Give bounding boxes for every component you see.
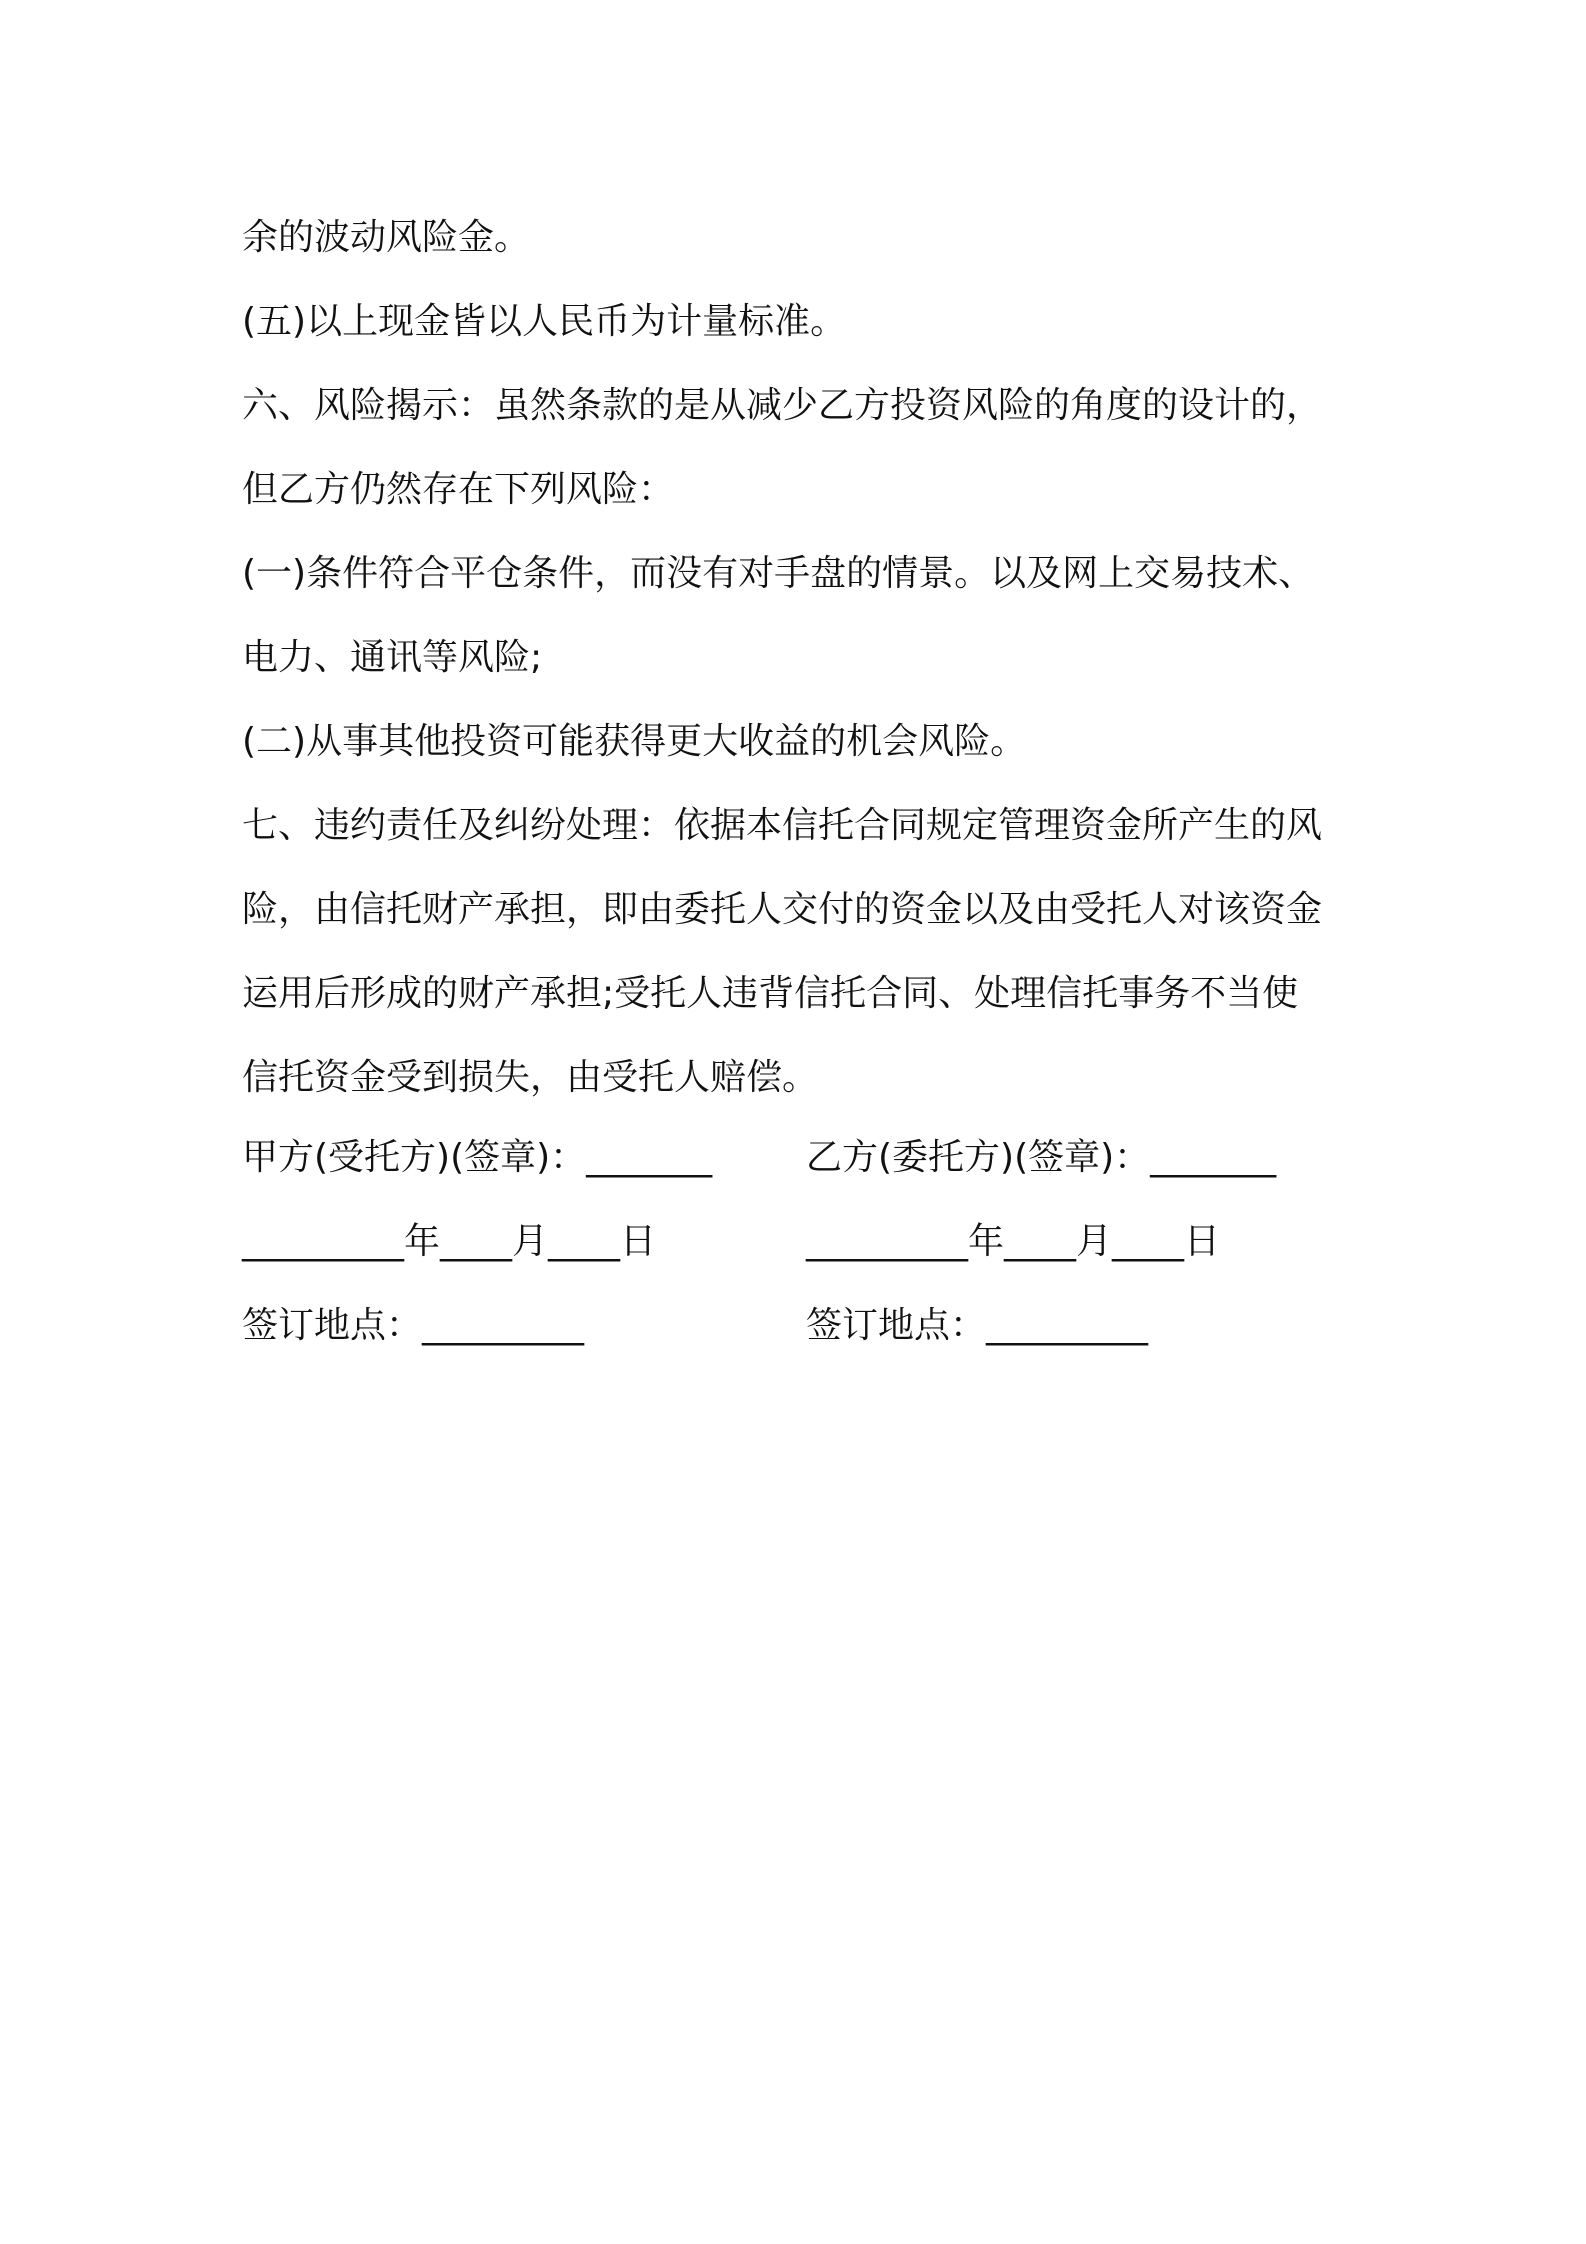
signature-row	[242, 1116, 1362, 1200]
signature-block	[242, 1116, 1362, 1368]
paragraph-line: (五)以上现金皆以人民币为计量标准。	[242, 301, 847, 342]
paragraph-line: 信托资金受到损失，由受托人赔偿。	[242, 1057, 819, 1098]
paragraph-line: 但乙方仍然存在下列风险：	[242, 469, 675, 510]
party-a-place-line: 签订地点：_________	[242, 1305, 585, 1346]
paragraph-line: 电力、通讯等风险;	[242, 637, 543, 678]
paragraph-line: (二)从事其他投资可能获得更大收益的机会风险。	[242, 721, 1027, 762]
paragraph-line: 险，由信托财产承担，即由委托人交付的资金以及由受托人对该资金	[242, 889, 1323, 930]
contract-body	[242, 196, 1362, 1120]
place-row	[242, 1284, 1362, 1368]
party-b-date-line: _________年____月____日	[806, 1221, 1220, 1262]
paragraph-line: 余的波动风险金。	[242, 217, 531, 258]
party-b-sign-label: 乙方(委托方)(签章)：_______	[806, 1137, 1277, 1178]
paragraph-line: 六、风险揭示：虽然条款的是从减少乙方投资风险的角度的设计的，	[242, 385, 1323, 426]
paragraph-line: 运用后形成的财产承担;受托人违背信托合同、处理信托事务不当使	[242, 973, 1299, 1014]
party-a-date-line: _________年____月____日	[242, 1221, 656, 1262]
paragraph-line: 七、违约责任及纠纷处理：依据本信托合同规定管理资金所产生的风	[242, 805, 1323, 846]
paragraph-line: (一)条件符合平仓条件，而没有对手盘的情景。以及网上交易技术、	[242, 553, 1315, 594]
date-row	[242, 1200, 1362, 1284]
party-a-sign-label: 甲方(受托方)(签章)：_______	[242, 1137, 713, 1178]
party-b-place-line: 签订地点：_________	[806, 1305, 1149, 1346]
